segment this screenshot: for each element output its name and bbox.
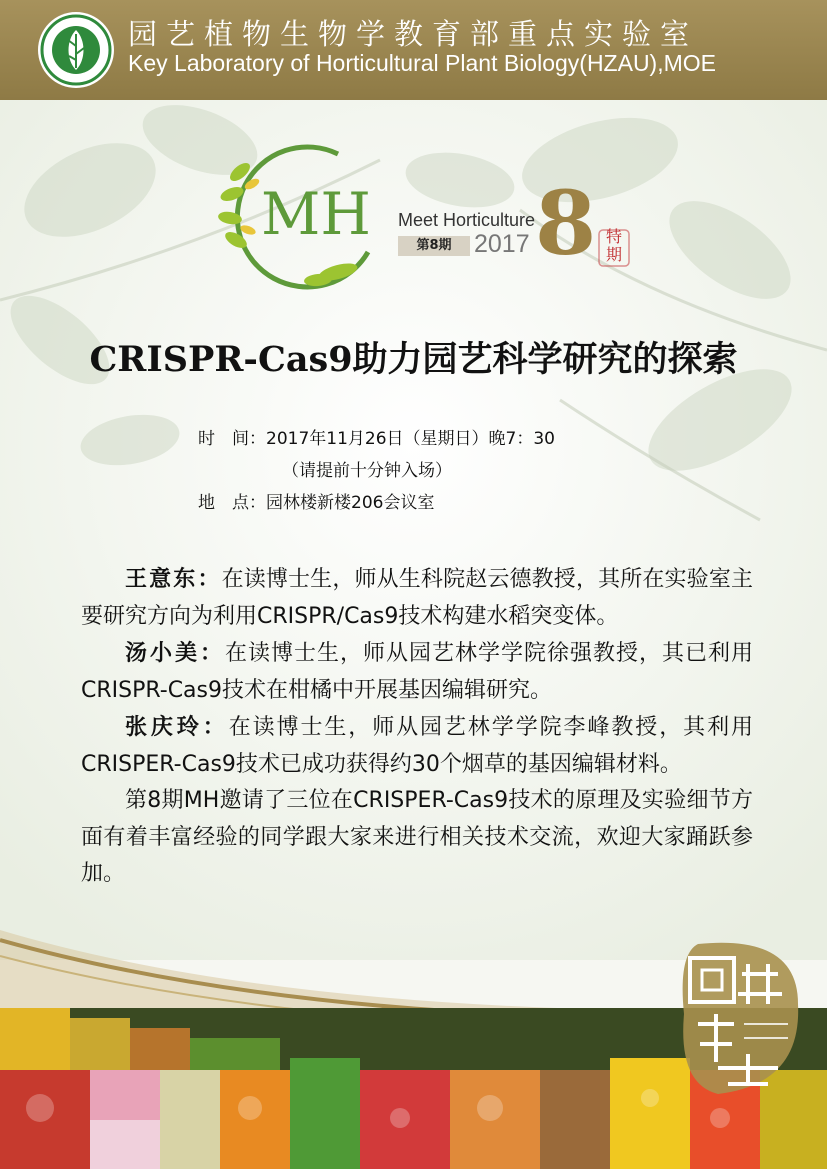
college-seal-icon — [678, 934, 806, 1102]
special-issue-stamp — [597, 228, 631, 268]
page-title: CRISPR-Cas9助力园艺科学研究的探索 — [89, 339, 738, 380]
closing-paragraph: 第8期MH邀请了三位在CRISPER-Cas9技术的原理及实验细节方面有着丰富经验的同学跟大家来进行相关技术交流，欢迎大家踊跃参加。 — [81, 788, 753, 886]
header-title-en: Key Laboratory of Horticultural Plant Biology(HZAU),MOE — [128, 50, 716, 76]
speaker-list — [81, 561, 753, 893]
place-row — [198, 488, 434, 513]
speaker-paragraph — [81, 561, 753, 635]
speaker-desc: 在读博士生，师从园艺林学学院徐强教授，其已利用CRISPR-Cas9技术在柑橘中开展基因编辑研究。 — [81, 641, 753, 703]
speaker-desc: 在读博士生，师从园艺林学学院李峰教授，其利用CRISPER-Cas9技术已成功获得约30个烟草的基因编辑材料。 — [81, 715, 753, 777]
special-char-1: 特 — [605, 227, 622, 246]
speaker-name: 汤小美： — [125, 640, 225, 666]
issue-year: 2017 — [474, 230, 530, 258]
lab-emblem-icon — [36, 10, 116, 90]
issue-big-number: 8 — [535, 171, 597, 275]
speaker-paragraph — [81, 709, 753, 783]
arrival-note: （请提前十分钟入场） — [282, 461, 452, 481]
time-row — [198, 424, 555, 449]
place-value: 园林楼新楼206会议室 — [266, 493, 435, 513]
time-value: 2017年11月26日（星期日）晚7：30 — [266, 429, 555, 449]
speaker-desc: 在读博士生，师从生科院赵云德教授，其所在实验室主要研究方向为利用CRISPR/Cas9技术构建水稻突变体。 — [81, 567, 753, 629]
speaker-name: 王意东： — [125, 566, 222, 592]
speaker-paragraph — [81, 635, 753, 709]
speaker-name: 张庆玲： — [125, 714, 229, 740]
issue-badge: 第8期 — [398, 236, 470, 256]
mh-logo-text: MH — [261, 180, 371, 248]
mh-tagline: Meet Horticulture — [398, 210, 536, 230]
time-label: 时 间： — [198, 429, 266, 449]
mh-logo-icon — [218, 132, 388, 292]
header-bar — [0, 0, 827, 100]
special-char-2: 期 — [605, 245, 622, 264]
header-title-cn: 园艺植物生物学教育部重点实验室 — [128, 17, 699, 51]
place-label: 地 点： — [198, 493, 266, 513]
